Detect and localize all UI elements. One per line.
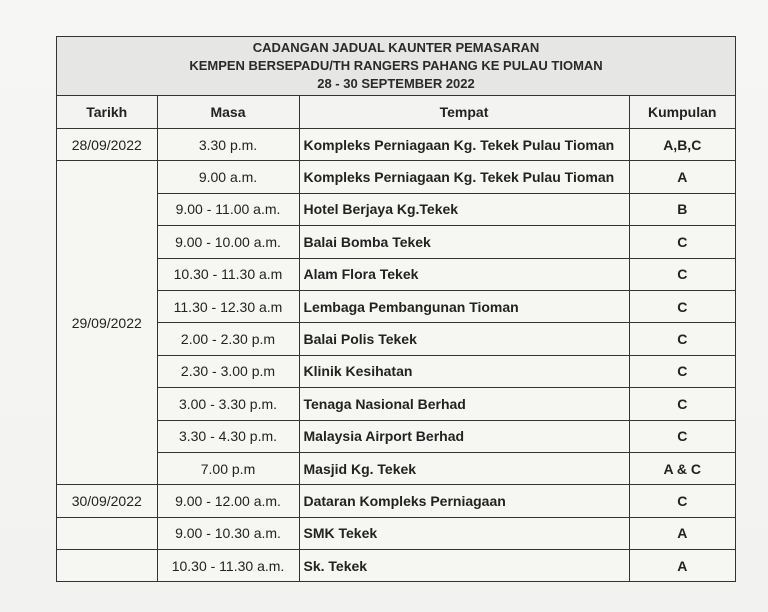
place-cell: Hotel Berjaya Kg.Tekek — [299, 193, 629, 225]
time-cell: 7.00 p.m — [157, 452, 299, 484]
group-cell: C — [629, 290, 735, 322]
time-cell: 3.30 p.m. — [157, 129, 299, 161]
place-cell: Sk. Tekek — [299, 550, 629, 582]
schedule-document — [56, 36, 736, 582]
place-cell: Balai Bomba Tekek — [299, 226, 629, 258]
header-row — [57, 96, 735, 129]
table-row — [57, 388, 735, 420]
place-cell: Masjid Kg. Tekek — [299, 452, 629, 484]
time-cell: 9.00 - 10.00 a.m. — [157, 226, 299, 258]
header-date: Tarikh — [57, 96, 157, 129]
time-cell: 3.00 - 3.30 p.m. — [157, 388, 299, 420]
table-row — [57, 258, 735, 290]
group-cell: A,B,C — [629, 129, 735, 161]
time-cell: 11.30 - 12.30 a.m — [157, 290, 299, 322]
place-cell: Lembaga Pembangunan Tioman — [299, 290, 629, 322]
place-cell: SMK Tekek — [299, 517, 629, 549]
place-cell: Kompleks Perniagaan Kg. Tekek Pulau Tioman — [299, 161, 629, 193]
place-cell: Malaysia Airport Berhad — [299, 420, 629, 452]
table-row — [57, 193, 735, 225]
time-cell: 9.00 a.m. — [157, 161, 299, 193]
group-cell: C — [629, 323, 735, 355]
place-cell: Tenaga Nasional Berhad — [299, 388, 629, 420]
time-cell: 2.00 - 2.30 p.m — [157, 323, 299, 355]
group-cell: C — [629, 226, 735, 258]
document-title — [57, 37, 735, 96]
time-cell: 9.00 - 12.00 a.m. — [157, 485, 299, 517]
place-cell: Dataran Kompleks Perniagaan — [299, 485, 629, 517]
group-cell: A — [629, 550, 735, 582]
time-cell: 9.00 - 11.00 a.m. — [157, 193, 299, 225]
table-row — [57, 550, 735, 582]
date-cell: 28/09/2022 — [57, 129, 157, 161]
time-cell: 3.30 - 4.30 p.m. — [157, 420, 299, 452]
table-row — [57, 290, 735, 322]
group-cell: C — [629, 355, 735, 387]
header-time: Masa — [157, 96, 299, 129]
group-cell: C — [629, 388, 735, 420]
table-row — [57, 420, 735, 452]
table-row — [57, 226, 735, 258]
time-cell: 10.30 - 11.30 a.m — [157, 258, 299, 290]
title-line-3: 28 - 30 SEPTEMBER 2022 — [317, 76, 475, 91]
group-cell: A — [629, 161, 735, 193]
date-cell — [57, 550, 157, 582]
schedule-table — [57, 96, 735, 581]
date-cell — [57, 517, 157, 549]
table-row — [57, 323, 735, 355]
date-cell: 30/09/2022 — [57, 485, 157, 517]
header-group: Kumpulan — [629, 96, 735, 129]
group-cell: C — [629, 420, 735, 452]
group-cell: B — [629, 193, 735, 225]
place-cell: Kompleks Perniagaan Kg. Tekek Pulau Tioman — [299, 129, 629, 161]
time-cell: 9.00 - 10.30 a.m. — [157, 517, 299, 549]
place-cell: Klinik Kesihatan — [299, 355, 629, 387]
table-row — [57, 517, 735, 549]
table-row — [57, 129, 735, 161]
date-cell: 29/09/2022 — [57, 161, 157, 485]
group-cell: A — [629, 517, 735, 549]
table-row — [57, 355, 735, 387]
place-cell: Balai Polis Tekek — [299, 323, 629, 355]
time-cell: 2.30 - 3.00 p.m — [157, 355, 299, 387]
title-line-1: CADANGAN JADUAL KAUNTER PEMASARAN — [252, 40, 540, 55]
table-row — [57, 485, 735, 517]
group-cell: C — [629, 258, 735, 290]
group-cell: A & C — [629, 452, 735, 484]
group-cell: C — [629, 485, 735, 517]
table-row — [57, 452, 735, 484]
place-cell: Alam Flora Tekek — [299, 258, 629, 290]
header-place: Tempat — [299, 96, 629, 129]
table-row — [57, 161, 735, 193]
time-cell: 10.30 - 11.30 a.m. — [157, 550, 299, 582]
title-line-2: KEMPEN BERSEPADU/TH RANGERS PAHANG KE PULAU TIOMAN — [189, 58, 603, 73]
